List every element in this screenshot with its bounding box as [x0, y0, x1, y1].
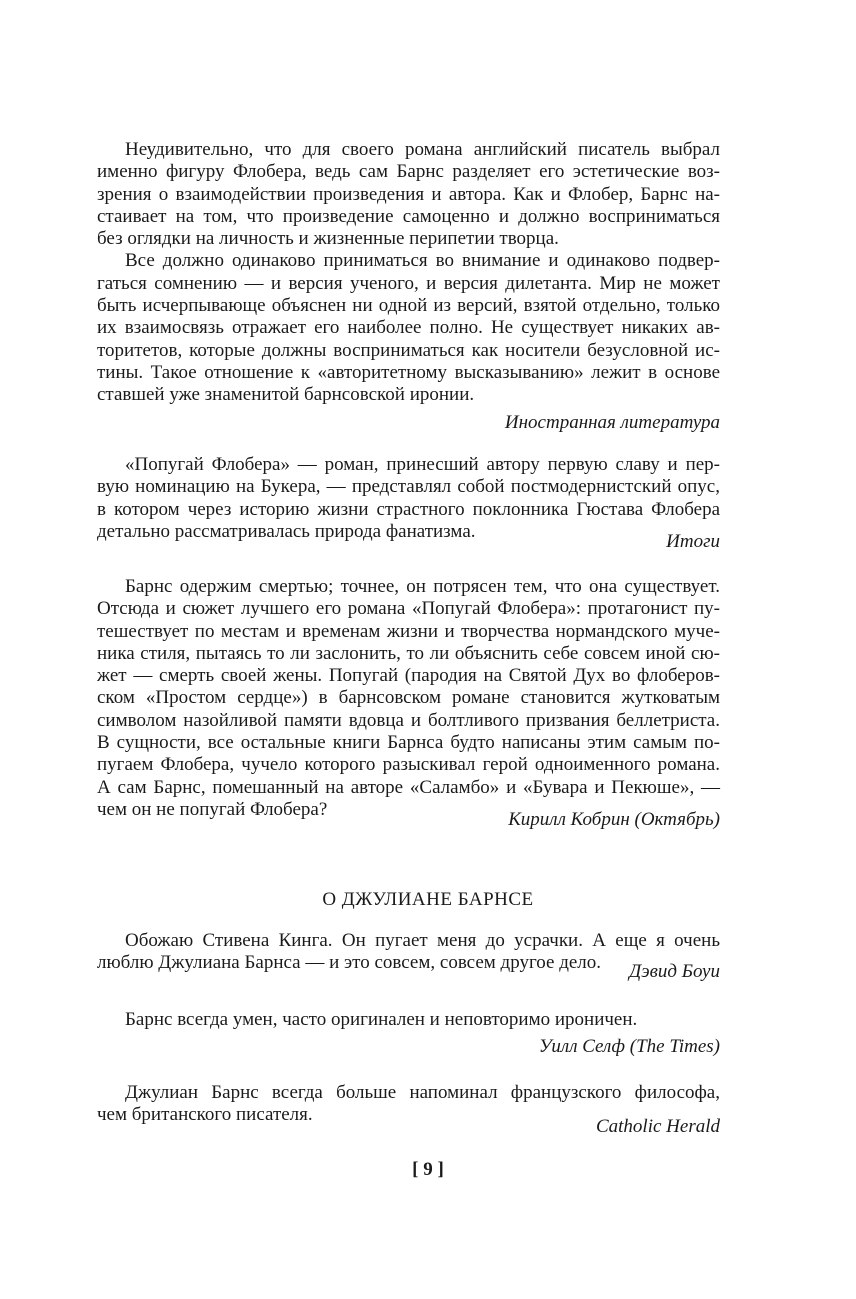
text-line: Джулиан Барнс всегда больше напоминал французского философа,: [125, 1082, 720, 1103]
text-line: чем британского писателя.: [97, 1104, 313, 1126]
text-line: стаивает на том, что произведение самоценно и должно восприниматься: [97, 205, 720, 227]
text-line: символом назойливой памяти вдовца и болтливого призвания беллетриста.: [97, 709, 720, 731]
attribution: Итоги: [666, 531, 720, 552]
text-line: Барнс одержим смертью; точнее, он потрясен тем, что она существует.: [125, 576, 720, 597]
text-line: вую номинацию на Букера, — представлял собой постмодернистский опус,: [97, 476, 720, 498]
text-line: именно фигуру Флобера, ведь сам Барнс разделяет его эстетические воз-: [97, 161, 720, 183]
text-line: торитетов, которые должны восприниматься как носители безусловной ис-: [97, 339, 720, 361]
attribution: Иностранная литература: [504, 412, 720, 433]
section-heading: О ДЖУЛИАНЕ БАРНСЕ: [322, 889, 534, 910]
text-line: тешествует по местам и временам жизни и творчества нормандского муче-: [97, 620, 720, 642]
review-itogi: [97, 454, 720, 543]
text-line: Обожаю Стивена Кинга. Он пугает меня до усрачки. А еще я очень: [125, 930, 720, 951]
text-line: «Попугай Флобера» — роман, принесший автору первую славу и пер-: [125, 454, 720, 475]
text-line: чем он не попугай Флобера?: [97, 798, 328, 820]
text-line: детально рассматривалась природа фанатизма.: [97, 520, 476, 542]
text-line: жет — смерть своей жены. Попугай (пародия на Святой Дух во флоберов-: [97, 665, 720, 687]
quote-bowie: [97, 930, 720, 975]
text-line: гаться сомнению — и версия ученого, и версия дилетанта. Мир не может: [97, 272, 720, 294]
text-line: пугаем Флобера, чучело которого разыскивал герой одноименного романа.: [97, 754, 720, 776]
text-line: их взаимосвязь отражает его наиболее полно. Не существует никаких ав-: [97, 317, 720, 339]
text-line: В сущности, все остальные книги Барнса будто написаны этим самым по-: [97, 732, 720, 754]
review-kobrin: [97, 576, 720, 821]
text-line: А сам Барнс, помешанный на авторе «Саламбо» и «Бувара и Пекюше», —: [97, 776, 720, 798]
text-line: Все должно одинаково приниматься во внимание и одинаково подвер-: [125, 250, 720, 272]
text-line: быть исчерпывающе объяснен ни одной из версий, взятой отдельно, только: [97, 295, 720, 317]
attribution: Уилл Селф (The Times): [538, 1036, 720, 1057]
review-foreign-literature: [97, 139, 720, 407]
text-line: Отсюда и сюжет лучшего его романа «Попугай Флобера»: протагонист пу-: [97, 598, 720, 620]
text-line: ставшей уже знаменитой барнсовской иронии.: [97, 384, 475, 406]
text-line: люблю Джулиана Барнса — и это совсем, совсем другое дело.: [97, 952, 602, 974]
attribution: Catholic Herald: [595, 1116, 720, 1137]
text-line: ском «Простом сердце») в барнсовском романе становится жутковатым: [97, 687, 720, 709]
text-line: тины. Такое отношение к «авторитетному высказыванию» лежит в основе: [97, 361, 720, 383]
text-line: без оглядки на личность и жизненные перипетии творца.: [97, 228, 559, 250]
text-line: в котором через историю жизни страстного поклонника Гюстава Флобера: [97, 498, 720, 520]
page-number: [ 9 ]: [412, 1159, 444, 1180]
text-line: ника стиля, пытаясь то ли заслонить, то ли объяснить себе совсем иной сю-: [97, 642, 720, 664]
text-line: Неудивительно, что для своего романа английский писатель выбрал: [125, 139, 720, 160]
attribution: Кирилл Кобрин (Октябрь): [508, 809, 720, 830]
text-line: зрения о взаимодействии произведения и автора. Как и Флобер, Барнс на-: [97, 183, 720, 205]
attribution: Дэвид Боуи: [629, 961, 720, 982]
text-line: Барнс всегда умен, часто оригинален и неповторимо ироничен.: [125, 1009, 638, 1030]
quote-self: [97, 1009, 720, 1031]
